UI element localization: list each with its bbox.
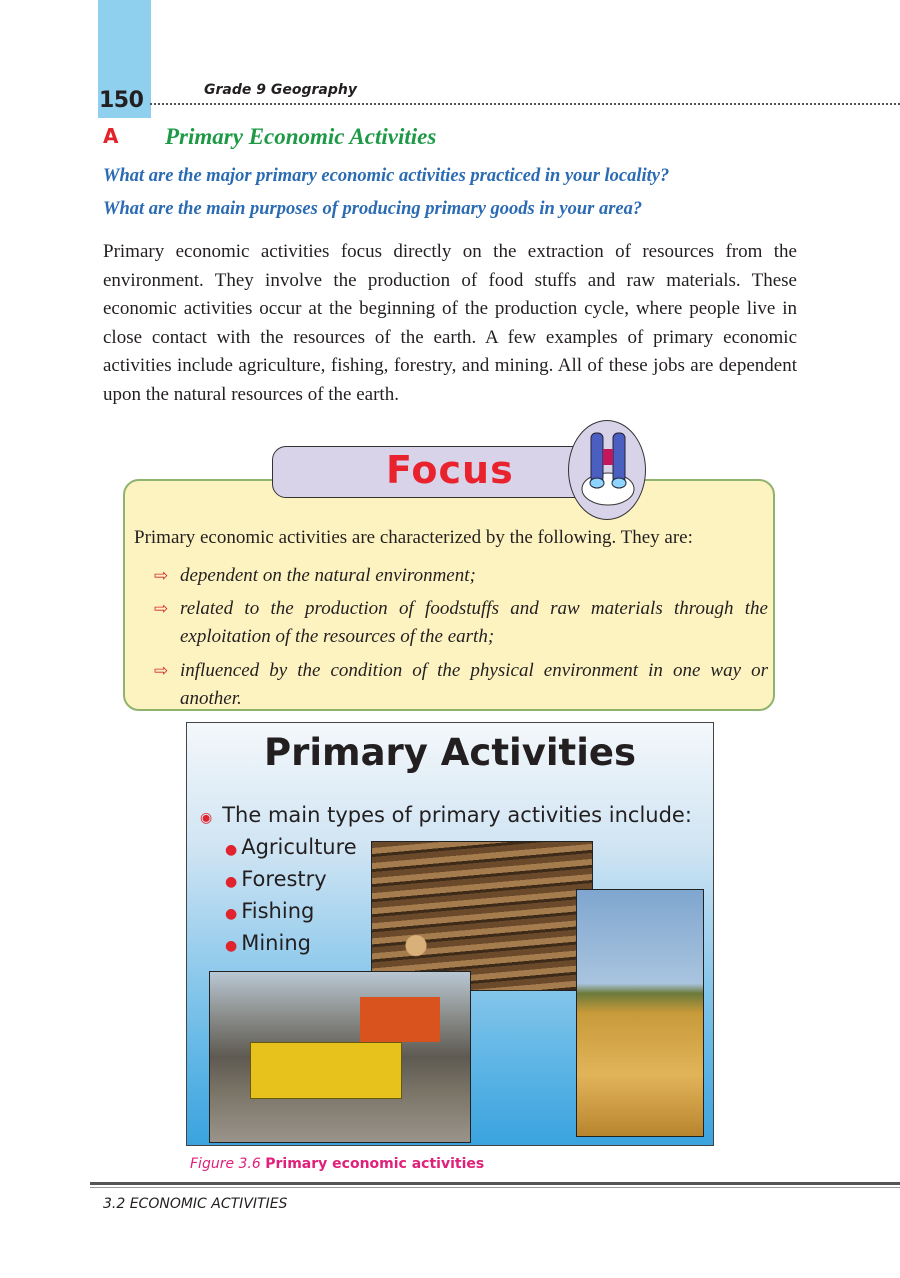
- type-item: ● Agriculture: [225, 835, 357, 859]
- figure-lead: ◉ The main types of primary activities include:: [200, 803, 692, 827]
- type-item: ● Fishing: [225, 899, 315, 923]
- bullet-icon: ●: [225, 874, 238, 890]
- body-paragraph: Primary economic activities focus directly on the extraction of resources from the environment. They involve the production of food stuffs and raw materials. These economic activities occur at the beginning of the production cycle, where people live in close contact with the resources of the earth. A few examples of primary economic activities include agriculture, fishing, forestry, and mining. All of these jobs are dependent upon the natural resources of the earth.: [103, 241, 797, 405]
- footer-section: 3.2 ECONOMIC ACTIVITIES: [103, 1196, 288, 1212]
- focus-circle: [568, 420, 646, 520]
- type-item: ● Mining: [225, 931, 311, 955]
- arrow-icon: ⇨: [154, 599, 169, 618]
- header-divider: [150, 103, 900, 105]
- focus-item: ⇨ related to the production of foodstuffs and raw materials through the exploitation of the resources of the earth;: [158, 595, 768, 651]
- focus-title: Focus: [386, 448, 514, 492]
- target-bullet-icon: ◉: [200, 810, 213, 826]
- mining-truck-photo: [209, 971, 471, 1143]
- bullet-icon: ●: [225, 938, 238, 954]
- bullet-icon: ●: [225, 842, 238, 858]
- dump-truck: [250, 1042, 402, 1099]
- forestry-logs-photo: [371, 841, 593, 991]
- question-2: What are the main purposes of producing primary goods in your area?: [103, 199, 643, 219]
- footer-rule: [90, 1182, 900, 1185]
- excavator: [360, 997, 440, 1042]
- figure-caption: Figure 3.6 Primary economic activities: [190, 1156, 485, 1172]
- bullet-icon: ●: [225, 906, 238, 922]
- type-item: ● Forestry: [225, 867, 327, 891]
- page-number: 150: [99, 88, 144, 113]
- book-title: Grade 9 Geography: [204, 82, 357, 98]
- section-letter: A: [103, 124, 119, 148]
- section-title: Primary Economic Activities: [165, 124, 437, 149]
- footer-rule-thin: [90, 1187, 900, 1188]
- agriculture-wheat-photo: [576, 889, 704, 1137]
- figure-primary-activities: [186, 722, 714, 1146]
- arrow-icon: ⇨: [154, 566, 169, 585]
- binoculars-icon: [569, 421, 647, 521]
- focus-intro: Primary economic activities are characterized by the following. They are:: [134, 527, 693, 548]
- focus-item: ⇨ influenced by the condition of the physical environment in one way or another.: [158, 657, 768, 713]
- question-1: What are the major primary economic activities practiced in your locality?: [103, 166, 670, 186]
- focus-item: ⇨ dependent on the natural environment;: [158, 562, 768, 590]
- figure-title: Primary Activities: [263, 731, 637, 774]
- arrow-icon: ⇨: [154, 661, 169, 680]
